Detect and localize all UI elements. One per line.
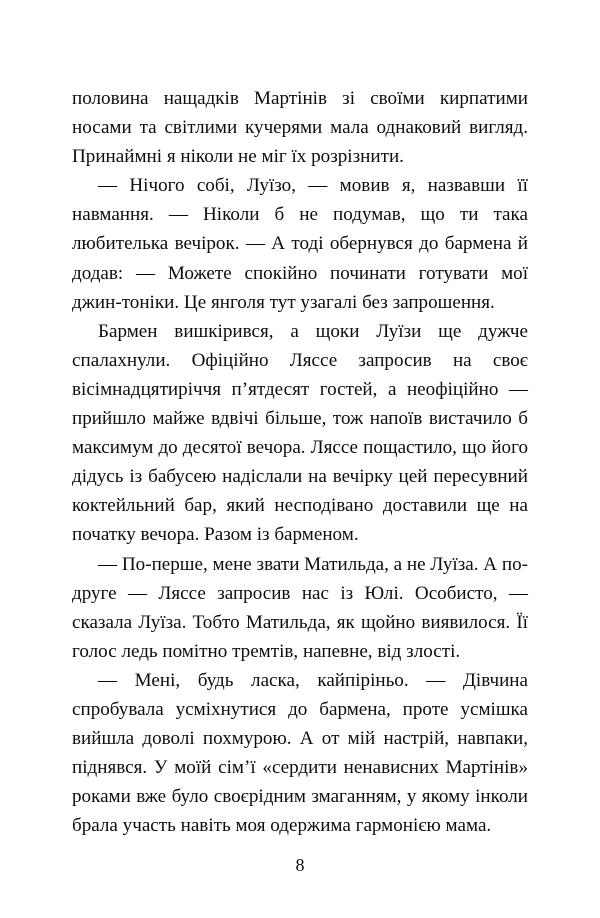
paragraph: Бармен вишкірився, а щоки Луїзи ще дужче спалахнули. Офіційно Ляссе запросив на своє вісімнадцятиріччя п’ятдесят гостей, а неофіційно — прийшло майже вдвічі більше, тож напоїв вистачило б максимум до десятої вечора. Ляссе пощастило, що його дідусь із бабусею надіслали на вечірку цей пересувний коктейльний бар, який несподівано доставили ще на початку вечора. Разом із барменом. bbox=[72, 320, 528, 546]
page-body bbox=[72, 84, 528, 840]
paragraph: — По-перше, мене звати Матильда, а не Луїза. А по-друге — Ляссе запросив нас із Юлі. Особисто, — сказала Луїза. Тобто Матильда, як щойно виявилося. Її голос ледь помітно тремтів, напевне, від злості. bbox=[72, 553, 528, 662]
paragraph: половина нащадків Мартінів зі своїми кирпатими носами та світлими кучерями мала однаковий вигляд. Принаймні я ніколи не міг їх розрізнити. bbox=[72, 88, 528, 168]
paragraph: — Нічого собі, Луїзо, — мовив я, назвавши її навмання. — Ніколи б не подумав, що ти така любителька вечірок. — А тоді обернувся до бармена й додав: — Можете спокійно починати готувати мої джин-тоніки. Це янголя тут узагалі без запрошення. bbox=[72, 175, 528, 313]
paragraph: — Мені, будь ласка, кайпіріньо. — Дівчина спробувала усміхнутися до бармена, проте усмішка вийшла доволі похмурою. А от мій настрій, навпаки, піднявся. У моїй сім’ї «сердити ненависних Мартінів» роками вже було своєрідним змаганням, у якому інколи брала участь навіть моя одержима гармонією мама. bbox=[72, 669, 528, 837]
page-number: 8 bbox=[295, 855, 305, 875]
